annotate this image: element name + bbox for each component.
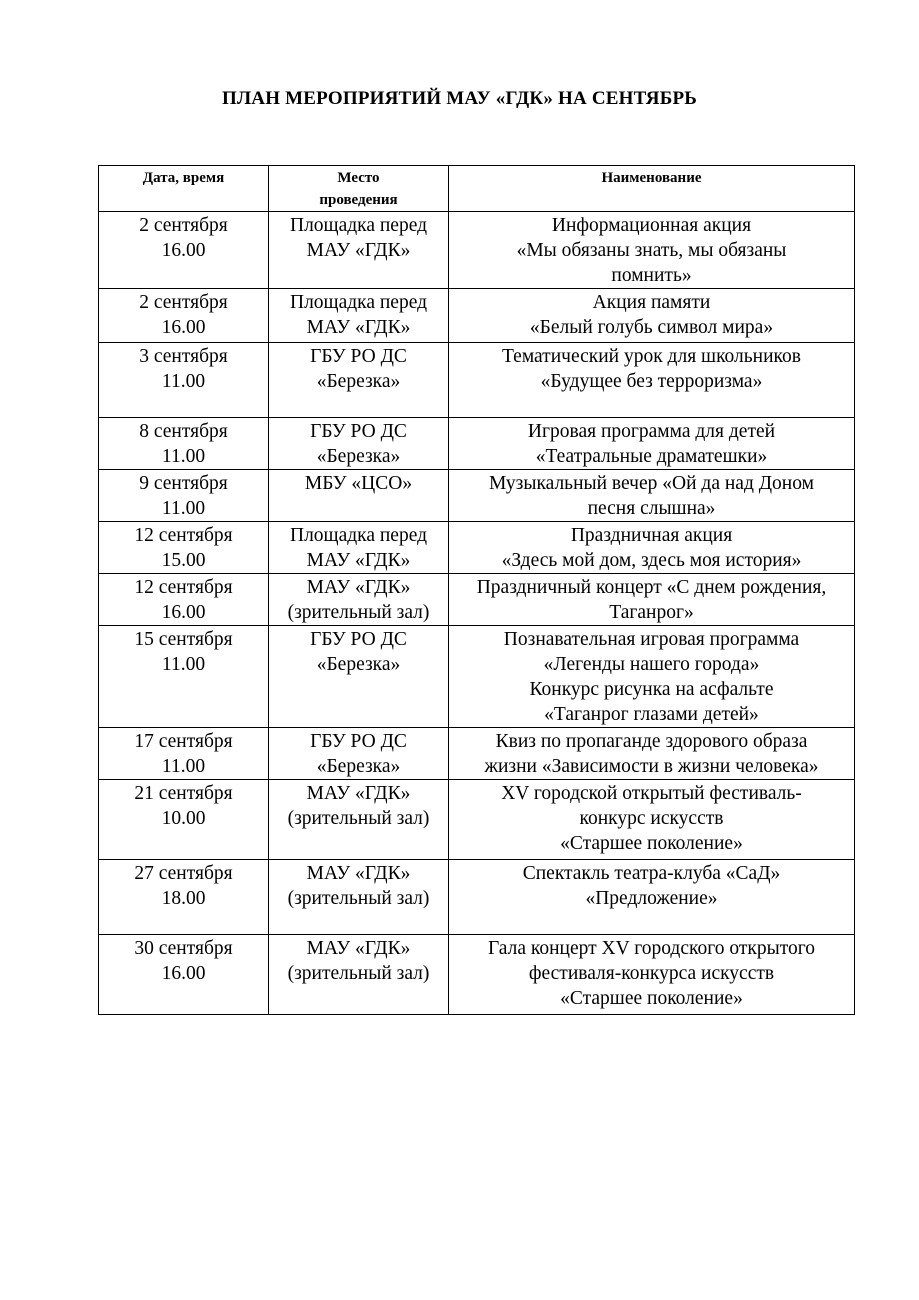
event-name-line: Праздничная акция — [570, 525, 733, 546]
header-name — [449, 166, 855, 212]
event-time: 16.00 — [161, 963, 206, 984]
event-place-line: ГБУ РО ДС — [310, 346, 407, 367]
cell-event-name — [449, 728, 855, 780]
event-time: 11.00 — [161, 654, 206, 675]
cell-place — [269, 343, 449, 418]
cell-place — [269, 212, 449, 289]
event-time: 16.00 — [161, 602, 206, 623]
event-date: 9 сентября — [139, 473, 228, 494]
event-place-line: «Березка» — [316, 446, 401, 467]
header-date-label: Дата, время — [142, 170, 225, 186]
event-date: 12 сентября — [134, 525, 233, 546]
event-place-line: (зрительный зал) — [287, 602, 430, 623]
cell-event-name — [449, 860, 855, 935]
event-name-line: конкурс искусств — [579, 808, 724, 829]
table-row — [99, 522, 855, 574]
event-place-line: МАУ «ГДК» — [306, 783, 411, 804]
event-date: 2 сентября — [139, 215, 228, 236]
event-name-line: Гала концерт XV городского открытого — [488, 938, 815, 959]
event-place-line: ГБУ РО ДС — [310, 731, 407, 752]
event-name-line: Информационная акция — [551, 215, 752, 236]
event-place-line: «Березка» — [316, 371, 401, 392]
event-date: 27 сентября — [134, 863, 233, 884]
cell-event-name — [449, 935, 855, 1015]
cell-event-name — [449, 522, 855, 574]
table-row — [99, 343, 855, 418]
table-row — [99, 574, 855, 626]
cell-place — [269, 574, 449, 626]
event-place-line: «Березка» — [316, 654, 401, 675]
event-name-line: песня слышна» — [587, 498, 716, 519]
event-name-line: Квиз по пропаганде здорового образа — [495, 731, 808, 752]
event-place-line: ГБУ РО ДС — [310, 421, 407, 442]
event-time: 11.00 — [161, 498, 206, 519]
event-name-line: Спектакль театра-клуба «СаД» — [522, 863, 781, 884]
cell-date-time — [99, 470, 269, 522]
table-row — [99, 212, 855, 289]
event-date: 17 сентября — [134, 731, 233, 752]
event-name-line: жизни «Зависимости в жизни человека» — [484, 756, 819, 777]
event-time: 11.00 — [161, 446, 206, 467]
event-place-line: МАУ «ГДК» — [306, 863, 411, 884]
event-date: 12 сентября — [134, 577, 233, 598]
event-time: 11.00 — [161, 756, 206, 777]
cell-date-time — [99, 860, 269, 935]
cell-place — [269, 470, 449, 522]
cell-place — [269, 935, 449, 1015]
event-name-line: «Мы обязаны знать, мы обязаны — [516, 240, 787, 261]
event-time: 10.00 — [161, 808, 206, 829]
event-name-line: «Старшее поколение» — [560, 833, 743, 854]
event-date: 30 сентября — [134, 938, 233, 959]
header-row — [99, 166, 855, 212]
event-name-line: Познавательная игровая программа — [503, 629, 800, 650]
cell-date-time — [99, 935, 269, 1015]
event-name-line: помнить» — [611, 265, 692, 286]
cell-place — [269, 522, 449, 574]
event-name-line: «Предложение» — [585, 888, 718, 909]
cell-event-name — [449, 626, 855, 728]
table-row — [99, 935, 855, 1015]
cell-event-name — [449, 470, 855, 522]
event-place-line: МАУ «ГДК» — [306, 577, 411, 598]
event-date: 8 сентября — [139, 421, 228, 442]
event-time: 18.00 — [161, 888, 206, 909]
event-place-line: МАУ «ГДК» — [306, 240, 411, 261]
cell-event-name — [449, 418, 855, 470]
cell-date-time — [99, 418, 269, 470]
event-place-line: (зрительный зал) — [287, 808, 430, 829]
cell-place — [269, 780, 449, 860]
cell-event-name — [449, 212, 855, 289]
cell-date-time — [99, 574, 269, 626]
cell-event-name — [449, 780, 855, 860]
event-place-line: Площадка перед — [289, 215, 428, 236]
cell-event-name — [449, 574, 855, 626]
table-row — [99, 860, 855, 935]
table-row — [99, 418, 855, 470]
event-place-line: МБУ «ЦСО» — [304, 473, 413, 494]
event-date: 21 сентября — [134, 783, 233, 804]
events-table — [98, 165, 855, 1015]
cell-date-time — [99, 728, 269, 780]
table-header — [99, 166, 855, 212]
header-place — [269, 166, 449, 212]
event-place-line: «Березка» — [316, 756, 401, 777]
event-place-line: (зрительный зал) — [287, 963, 430, 984]
event-name-line: «Будущее без терроризма» — [540, 371, 763, 392]
header-name-label: Наименование — [601, 170, 702, 186]
table-row — [99, 780, 855, 860]
event-name-line: «Таганрог глазами детей» — [544, 704, 759, 725]
event-date: 3 сентября — [139, 346, 228, 367]
cell-date-time — [99, 212, 269, 289]
event-place-line: МАУ «ГДК» — [306, 938, 411, 959]
event-place-line: (зрительный зал) — [287, 888, 430, 909]
event-name-line: Тематический урок для школьников — [502, 346, 801, 367]
table-row — [99, 728, 855, 780]
event-time: 16.00 — [161, 240, 206, 261]
event-name-line: Игровая программа для детей — [527, 421, 776, 442]
event-name-line: Акция памяти — [592, 292, 711, 313]
cell-event-name — [449, 289, 855, 343]
event-name-line: Праздничный концерт «С днем рождения, — [476, 577, 827, 598]
event-place-line: МАУ «ГДК» — [306, 550, 411, 571]
table-row — [99, 626, 855, 728]
cell-date-time — [99, 522, 269, 574]
header-place-line: проведения — [319, 192, 398, 208]
event-name-line: фестиваля-конкурса искусств — [528, 963, 775, 984]
table-row — [99, 289, 855, 343]
event-time: 15.00 — [161, 550, 206, 571]
event-place-line: Площадка перед — [289, 292, 428, 313]
cell-place — [269, 626, 449, 728]
event-place-line: ГБУ РО ДС — [310, 629, 407, 650]
event-time: 11.00 — [161, 371, 206, 392]
cell-place — [269, 289, 449, 343]
event-name-line: Таганрог» — [609, 602, 694, 623]
cell-place — [269, 728, 449, 780]
table-body — [99, 212, 855, 1015]
cell-date-time — [99, 343, 269, 418]
cell-place — [269, 860, 449, 935]
event-name-line: Конкурс рисунка на асфальте — [529, 679, 774, 700]
event-place-line: МАУ «ГДК» — [306, 317, 411, 338]
event-name-line: «Здесь мой дом, здесь моя история» — [501, 550, 802, 571]
table-row — [99, 470, 855, 522]
event-date: 2 сентября — [139, 292, 228, 313]
cell-date-time — [99, 289, 269, 343]
cell-place — [269, 418, 449, 470]
event-name-line: «Легенды нашего города» — [543, 654, 760, 675]
page-title: ПЛАН МЕРОПРИЯТИЙ МАУ «ГДК» НА СЕНТЯБРЬ — [221, 88, 698, 109]
event-date: 15 сентября — [134, 629, 233, 650]
event-name-line: «Старшее поколение» — [560, 988, 743, 1009]
header-date — [99, 166, 269, 212]
event-name-line: «Белый голубь символ мира» — [529, 317, 774, 338]
header-place-line: Место — [337, 170, 380, 186]
cell-date-time — [99, 780, 269, 860]
event-place-line: Площадка перед — [289, 525, 428, 546]
cell-date-time — [99, 626, 269, 728]
event-name-line: Музыкальный вечер «Ой да над Доном — [489, 473, 814, 494]
event-name-line: XV городской открытый фестиваль- — [501, 783, 802, 804]
event-name-line: «Театральные драматешки» — [535, 446, 768, 467]
cell-event-name — [449, 343, 855, 418]
event-time: 16.00 — [161, 317, 206, 338]
